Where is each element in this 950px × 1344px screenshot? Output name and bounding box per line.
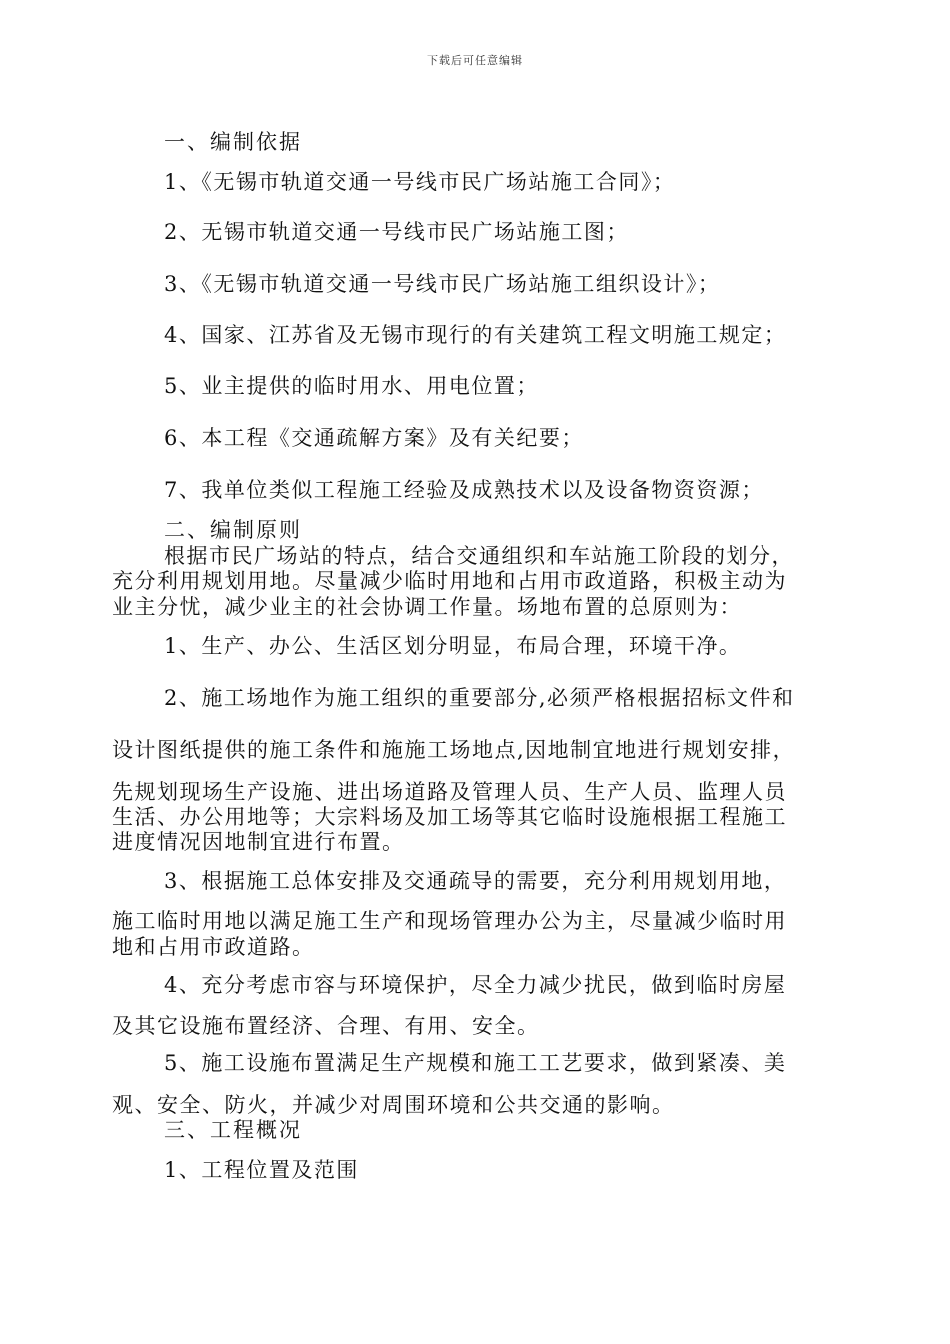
list-item: 1、《无锡市轨道交通一号线市民广场站施工合同》；: [164, 170, 676, 194]
paragraph-line: 5、施工设施布置满足生产规模和施工工艺要求，做到紧凑、美: [164, 1051, 787, 1075]
section-heading: 三、工程概况: [164, 1118, 302, 1142]
list-item: 7、我单位类似工程施工经验及成熟技术以及设备物资资源；: [164, 478, 764, 502]
section-heading: 一、编制依据: [164, 130, 302, 154]
list-item: 3、《无锡市轨道交通一号线市民广场站施工组织设计》；: [164, 272, 721, 296]
subsection-heading: 1、工程位置及范围: [164, 1158, 359, 1182]
paragraph-line: 2、施工场地作为施工组织的重要部分,必须严格根据招标文件和: [164, 686, 795, 710]
list-item: 2、无锡市轨道交通一号线市民广场站施工图；: [164, 220, 629, 244]
paragraph-line: 地和占用市政道路。: [112, 935, 315, 959]
paragraph-line: 4、充分考虑市容与环境保护，尽全力减少扰民，做到临时房屋: [164, 973, 787, 997]
paragraph-line: 设计图纸提供的施工条件和施施工场地点,因地制宜地进行规划安排，: [112, 738, 796, 762]
paragraph-line: 3、根据施工总体安排及交通疏导的需要，充分利用规划用地，: [164, 869, 787, 893]
list-item: 6、本工程《交通疏解方案》及有关纪要；: [164, 426, 584, 450]
paragraph-line: 施工临时用地以满足施工生产和现场管理办公为主，尽量减少临时用: [112, 909, 787, 933]
paragraph-line: 生活、办公用地等；大宗料场及加工场等其它临时设施根据工程施工: [112, 805, 787, 829]
paragraph-line: 观、安全、防火，并减少对周围环境和公共交通的影响。: [112, 1093, 675, 1117]
paragraph-line: 先规划现场生产设施、进出场道路及管理人员、生产人员、监理人员: [112, 780, 787, 804]
page-header: 下载后可任意编辑: [427, 54, 523, 67]
paragraph-line: 充分利用规划用地。尽量减少临时用地和占用市政道路，积极主动为: [112, 569, 787, 593]
paragraph-line: 进度情况因地制宜进行布置。: [112, 830, 405, 854]
section-heading: 二、编制原则: [164, 518, 302, 542]
list-item: 5、业主提供的临时用水、用电位置；: [164, 374, 539, 398]
paragraph-line: 根据市民广场站的特点，结合交通组织和车站施工阶段的划分，: [164, 544, 794, 568]
list-item: 4、国家、江苏省及无锡市现行的有关建筑工程文明施工规定；: [164, 323, 787, 347]
paragraph-line: 1、生产、办公、生活区划分明显，布局合理，环境干净。: [164, 634, 742, 658]
paragraph-line: 业主分忧，减少业主的社会协调工作量。场地布置的总原则为：: [112, 595, 742, 619]
paragraph-line: 及其它设施布置经济、合理、有用、安全。: [112, 1014, 540, 1038]
